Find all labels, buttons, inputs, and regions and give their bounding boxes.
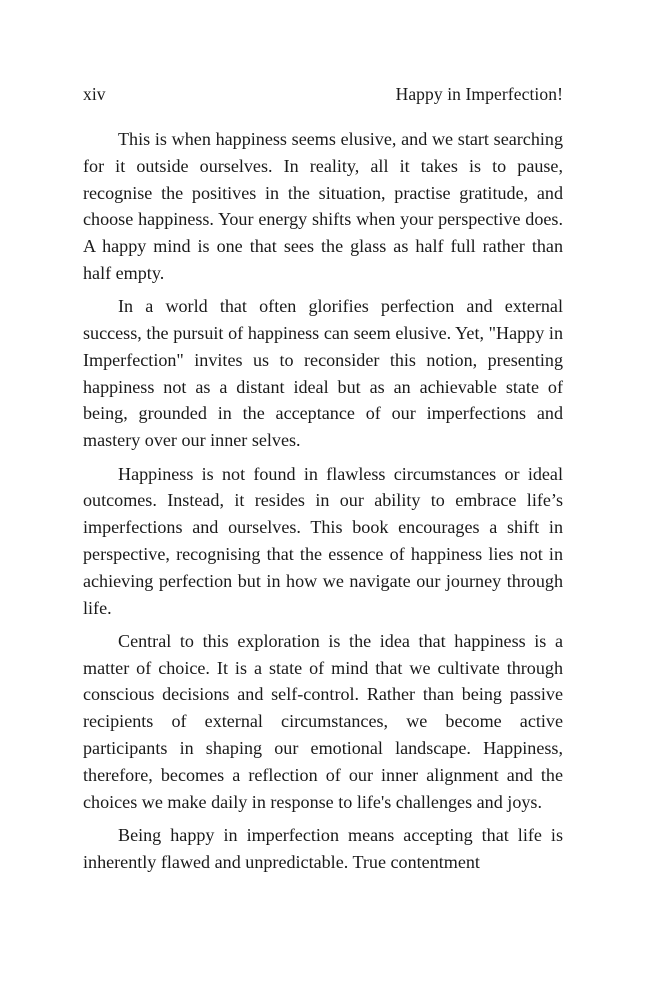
running-head: [83, 84, 563, 105]
book-title-header: Happy in Imperfection!: [395, 84, 563, 104]
paragraph-3: Happiness is not found in flawless circumstances or ideal outcomes. Instead, it resides in our ability to embrace life’s imperfections and ourselves. This book encourages a shift in perspective, recognising that the essence of happiness lies not in achieving perfection but in how we navigate our journey through life.: [83, 463, 563, 618]
page-number: xiv: [83, 84, 106, 104]
paragraph-4: Central to this exploration is the idea that happiness is a matter of choice. It is a state of mind that we cultivate through conscious decisions and self-control. Rather than being passive recipients of external circumstances, we become active participants in shaping our emotional landscape. Happiness, therefore, becomes a reflection of our inner alignment and the choices we make daily in response to life's challenges and joys.: [83, 630, 563, 812]
paragraph-5: Being happy in imperfection means accepting that life is inherently flawed and unpredictable. True contentment: [83, 824, 563, 872]
paragraph-1: This is when happiness seems elusive, and we start searching for it outside ourselves. In reality, all it takes is to pause, recognise the positives in the situation, practise gratitude, and choose happiness. Your energy shifts when your perspective does. A happy mind is one that sees the glass as half full rather than half empty.: [83, 129, 563, 283]
body-text-block: [83, 126, 563, 876]
paragraph-2: In a world that often glorifies perfection and external success, the pursuit of happiness can seem elusive. Yet, "Happy in Imperfection" invites us to reconsider this notion, presenting happiness not as a distant ideal but as an achievable state of being, grounded in the acceptance of our imperfections and mastery over our inner selves.: [83, 296, 563, 451]
